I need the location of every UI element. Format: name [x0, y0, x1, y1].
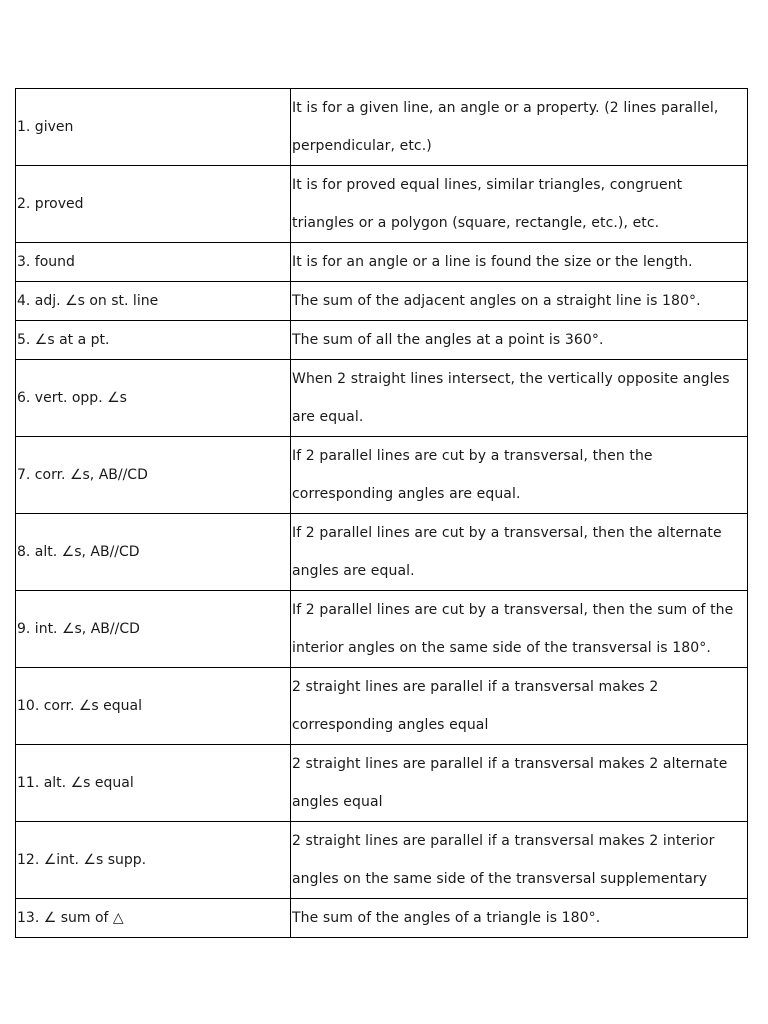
description-line: triangles or a polygon (square, rectangle, etc.), etc. [292, 215, 660, 231]
description-line: The sum of the angles of a triangle is 180°. [292, 910, 601, 926]
table-body [16, 89, 748, 938]
description-line: It is for proved equal lines, similar triangles, congruent [292, 177, 683, 193]
reason-abbreviation: 13. ∠ sum of △ [16, 899, 291, 938]
table-row [16, 745, 748, 822]
reason-abbreviation: 8. alt. ∠s, AB//CD [16, 514, 291, 591]
reason-description [291, 166, 748, 243]
reason-description [291, 360, 748, 437]
table-row [16, 514, 748, 591]
reason-abbreviation: 5. ∠s at a pt. [16, 321, 291, 360]
reason-description [291, 668, 748, 745]
table-row [16, 89, 748, 166]
reason-description [291, 514, 748, 591]
reason-description [291, 89, 748, 166]
table-row [16, 360, 748, 437]
reason-description [291, 899, 748, 938]
reason-abbreviation: 4. adj. ∠s on st. line [16, 282, 291, 321]
table-row [16, 437, 748, 514]
table-row [16, 166, 748, 243]
reason-abbreviation: 2. proved [16, 166, 291, 243]
reason-abbreviation: 9. int. ∠s, AB//CD [16, 591, 291, 668]
reason-abbreviation: 6. vert. opp. ∠s [16, 360, 291, 437]
description-line: When 2 straight lines intersect, the vertically opposite angles [292, 371, 730, 387]
description-line: perpendicular, etc.) [292, 138, 432, 154]
reason-abbreviation: 7. corr. ∠s, AB//CD [16, 437, 291, 514]
description-line: angles equal [292, 794, 383, 810]
reason-description [291, 437, 748, 514]
table-row [16, 899, 748, 938]
table-row [16, 243, 748, 282]
geometry-reasons-table [15, 88, 748, 938]
table-row [16, 282, 748, 321]
description-line: 2 straight lines are parallel if a transversal makes 2 alternate [292, 756, 728, 772]
description-line: angles on the same side of the transversal supplementary [292, 871, 708, 887]
table-row [16, 822, 748, 899]
description-line: 2 straight lines are parallel if a transversal makes 2 interior [292, 833, 715, 849]
table-row [16, 591, 748, 668]
reason-description [291, 282, 748, 321]
description-line: interior angles on the same side of the transversal is 180°. [292, 640, 711, 656]
reason-description [291, 591, 748, 668]
description-line: It is for an angle or a line is found the size or the length. [292, 254, 693, 270]
description-line: If 2 parallel lines are cut by a transversal, then the [292, 448, 653, 464]
table-row [16, 668, 748, 745]
description-line: It is for a given line, an angle or a property. (2 lines parallel, [292, 100, 719, 116]
description-line: corresponding angles equal [292, 717, 489, 733]
reason-abbreviation: 10. corr. ∠s equal [16, 668, 291, 745]
description-line: corresponding angles are equal. [292, 486, 521, 502]
reason-abbreviation: 3. found [16, 243, 291, 282]
reason-description [291, 243, 748, 282]
description-line: angles are equal. [292, 563, 415, 579]
reason-description [291, 745, 748, 822]
description-line: The sum of all the angles at a point is 360°. [292, 332, 604, 348]
reason-description [291, 822, 748, 899]
reason-abbreviation: 11. alt. ∠s equal [16, 745, 291, 822]
table-row [16, 321, 748, 360]
reason-abbreviation: 1. given [16, 89, 291, 166]
description-line: are equal. [292, 409, 364, 425]
description-line: If 2 parallel lines are cut by a transversal, then the sum of the [292, 602, 734, 618]
description-line: If 2 parallel lines are cut by a transversal, then the alternate [292, 525, 722, 541]
reason-description [291, 321, 748, 360]
description-line: The sum of the adjacent angles on a straight line is 180°. [292, 293, 701, 309]
description-line: 2 straight lines are parallel if a transversal makes 2 [292, 679, 659, 695]
reason-abbreviation: 12. ∠int. ∠s supp. [16, 822, 291, 899]
